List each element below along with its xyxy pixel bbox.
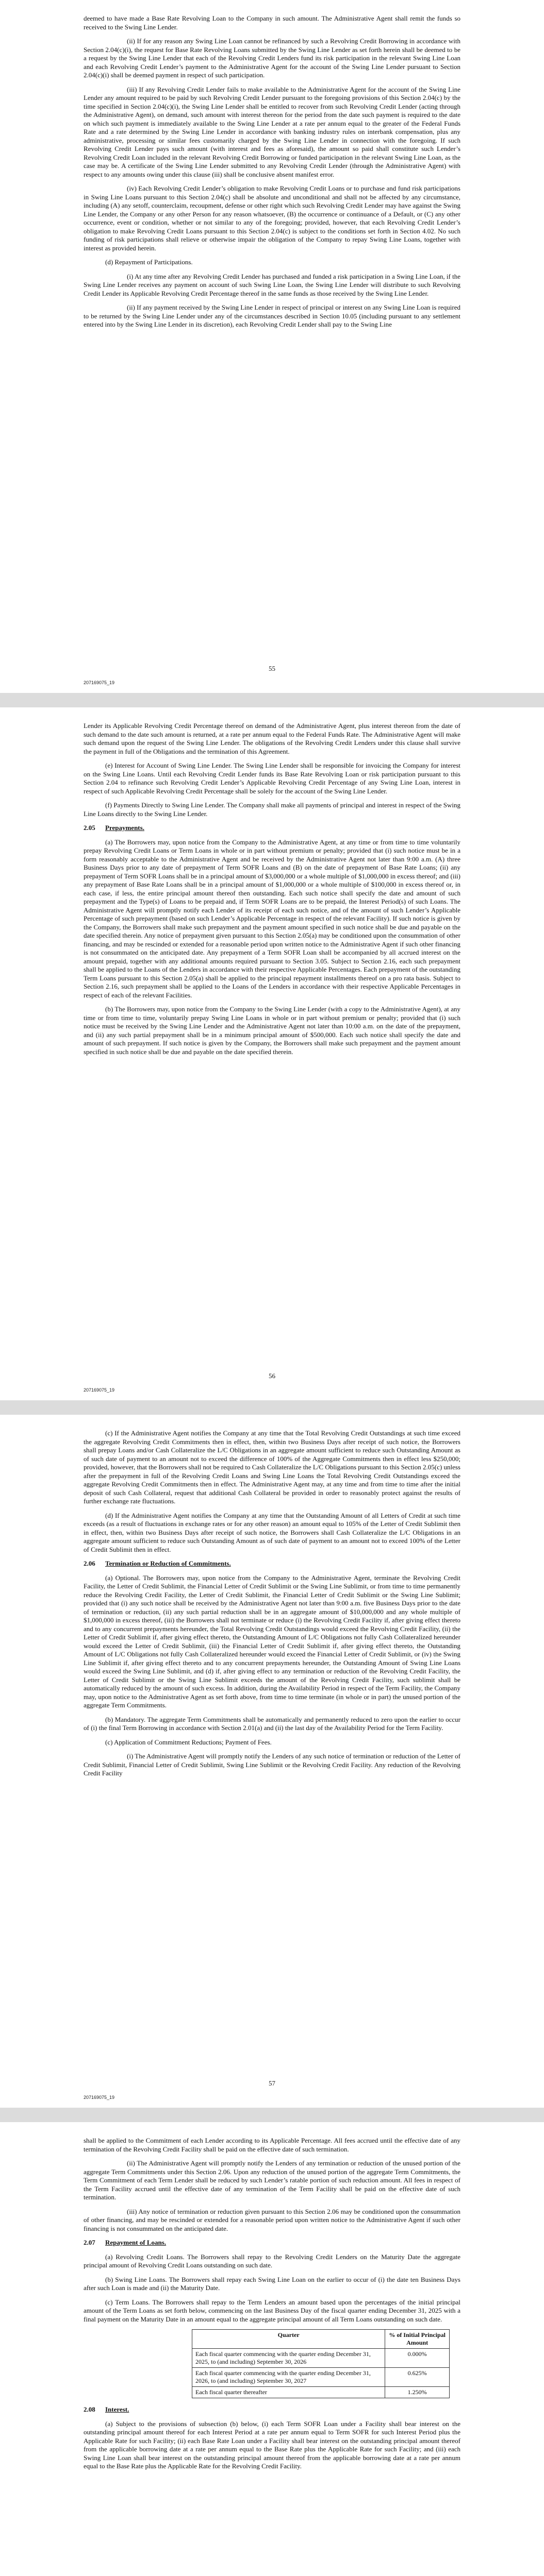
paragraph: (f) Payments Directly to Swing Line Lender. The Company shall make all payments of principal and interest in respect of the Swing Line Loans directly to the Swing Line Lender. (84, 801, 460, 818)
paragraph: (i) The Administrative Agent will promptly notify the Lenders of any such notice of termination or reduction of the Letter of Credit Sublimit, Financial Letter of Credit Sublimit, Swing Line Sublimit or the Revolving Credit Facility. Any reduction of the Revolving Credit Facility (84, 1752, 460, 1777)
paragraph: (iii) If any Revolving Credit Lender fails to make available to the Administrative Agent for the account of the Swing Line Lender any amount required to be paid by such Revolving Credit Lender pursuant to the foregoing provisions of this Section 2.04(c) by the time specified in Section 2.04(c)(i), the Swing Line Lender shall be entitled to recover from such Revolving Credit Lender (acting through the Administrative Agent), on demand, such amount with interest thereon for the period from the date such payment is required to the date on which such payment is immediately available to the Swing Line Lender at a rate per annum equal to the greater of the Federal Funds Rate and a rate determined by the Swing Line Lender in accordance with banking industry rules on interbank compensation, plus any administrative, processing or similar fees customarily charged by the Swing Line Lender in connection with the foregoing. If such Revolving Credit Lender pays such amount (with interest and fees as aforesaid), the amount so paid shall constitute such Lender’s Revolving Credit Loan included in the relevant Revolving Credit Borrowing or funded participation in the relevant Swing Line Loan, as the case may be. A certificate of the Swing Line Lender submitted to any Revolving Credit Lender (through the Administrative Agent) with respect to any amounts owing under this clause (iii) shall be conclusive absent manifest error. (84, 85, 460, 178)
page-56-body (84, 722, 460, 1056)
page-divider (0, 693, 544, 707)
paragraph: (d) If the Administrative Agent notifies the Company at any time that the Outstanding Amount of all Letters of Credit at such time exceeds (as a result of fluctuations in exchange rates or for any other reason) an amount equal to 105% of the Letter of Credit Sublimit then in effect, then, within two Business Days after receipt of such notice, the Borrowers shall Cash Collateralize the L/C Obligations in an aggregate amount sufficient to reduce such Outstanding Amount as of such date of payment to an amount not to exceed 100% of the Letter of Credit Sublimit then in effect. (84, 1511, 460, 1553)
table-row (192, 2387, 450, 2398)
section-number: 2.06 (84, 1560, 95, 1567)
paragraph: (b) Swing Line Loans. The Borrowers shall repay each Swing Line Loan on the earlier to occur of (i) the date ten Business Days after such Loan is made and (ii) the Maturity Date. (84, 2275, 460, 2292)
table-row (192, 2349, 450, 2368)
amortization-table (192, 2329, 450, 2398)
paragraph: (b) The Borrowers may, upon notice from the Company to the Swing Line Lender (with a copy to the Administrative Agent), at any time or from time to time, voluntarily prepay Swing Line Loans in whole or in part without premium or penalty; provided that (i) such notice must be received by the Swing Line Lender and the Administrative Agent not later than 10:00 a.m. on the date of the prepayment, and (ii) any such partial prepayment shall be in a minimum principal amount of $500,000. Each such notice shall specify the date and amount of such prepayment. If such notice is given by the Company, the Borrowers shall make such prepayment and the payment amount specified in such notice shall be due and payable on the date specified therein. (84, 1005, 460, 1056)
paragraph: (ii) The Administrative Agent will promptly notify the Lenders of any termination or reduction of the unused portion of the aggregate Term Commitments under this Section 2.06. Upon any reduction of the unused portion of the aggregate Term Commitments, the Term Commitment of each Term Lender shall be reduced by such Lender’s ratable portion of such reduction amount. All fees in respect of the Term Facility accrued until the effective date of any termination of the Term Facility shall be paid on the effective date of such termination. (84, 2159, 460, 2201)
section-number: 2.08 (84, 2405, 95, 2413)
paragraph: (ii) If for any reason any Swing Line Loan cannot be refinanced by such a Revolving Credit Borrowing in accordance with Section 2.04(c)(i), the request for Base Rate Revolving Loans submitted by the Swing Line Lender as set forth herein shall be deemed to be a request by the Swing Line Lender that each of the Revolving Credit Lenders fund its risk participation in the relevant Swing Line Loan and each Revolving Credit Lender’s payment to the Administrative Agent for the account of the Swing Line Lender pursuant to Section 2.04(c)(i) shall be deemed payment in respect of such participation. (84, 37, 460, 79)
page-57-body (84, 1429, 460, 1778)
paragraph: (c) Term Loans. The Borrowers shall repay to the Term Lenders an amount based upon the percentages of the initial principal amount of the Term Loans as set forth below, commencing on the last Business Day of the fiscal quarter ending December 31, 2025 with a final payment on the Maturity Date in an amount equal to the aggregate principal amount of all Term Loans outstanding on such date. (84, 2298, 460, 2323)
paragraph: (a) The Borrowers may, upon notice from the Company to the Administrative Agent, at any time or from time to time voluntarily prepay Revolving Credit Loans or Term Loans in whole or in part without premium or penalty; provided that (i) such notice must be in a form reasonably acceptable to the Administrative Agent and be received by the Administrative Agent not later than 9:00 a.m. (A) three Business Days prior to any date of prepayment of Term SOFR Loans and (B) on the date of prepayment of Base Rate Loans; (ii) any prepayment of Term SOFR Loans shall be in a principal amount of $3,000,000 or a whole multiple of $1,000,000 in excess thereof; and (iii) any prepayment of Base Rate Loans shall be in a principal amount of $1,000,000 or a whole multiple of $100,000 in excess thereof or, in each case, if less, the entire principal amount thereof then outstanding. Each such notice shall specify the date and amount of such prepayment and the Type(s) of Loans to be prepaid and, if Term SOFR Loans are to be prepaid, the Interest Period(s) of such Loans. The Administrative Agent will promptly notify each Lender of its receipt of each such notice, and of the amount of such Lender’s Applicable Percentage of such prepayment (based on such Lender’s Applicable Percentage in respect of the relevant Facility). If such notice is given by the Company, the Borrowers shall make such prepayment and the payment amount specified in such notice shall be due and payable on the date specified therein. Any notice of prepayment given pursuant to this Section 2.05(a) may be conditioned upon the consummation of other financing, and may be rescinded or extended for a reasonable period upon written notice to the Administrative Agent if such other financing is not consummated on the anticipated date. Any prepayment of a Term SOFR Loan shall be accompanied by all accrued interest on the amount prepaid, together with any additional amounts required pursuant to Section 3.05. Subject to Section 2.16, each such prepayment shall be applied to the Loans of the Lenders in accordance with their respective Applicable Percentages. Each prepayment of the outstanding Term Loans pursuant to this Section 2.05(a) shall be applied to the principal repayment installments thereof on a pro rata basis. Subject to Section 2.16, such prepayment shall be applied to the Loans of the Lenders in accordance with their respective Applicable Percentages in respect of each of the relevant Facilities. (84, 838, 460, 999)
page-number: 55 (269, 665, 275, 672)
section-title: Termination or Reduction of Commitments. (105, 1560, 231, 1567)
percent-cell: 0.000% (385, 2349, 450, 2368)
section-heading (84, 824, 460, 833)
page-56 (0, 707, 544, 1400)
section-heading (84, 2405, 460, 2414)
paragraph: (b) Mandatory. The aggregate Term Commitments shall be automatically and permanently reduced to zero upon the earlier to occur of (i) the final Term Borrowing in accordance with Section 2.01(a) and (ii) the last day of the Availability Period for the Term Facility. (84, 1715, 460, 1732)
section-number: 2.05 (84, 824, 95, 832)
document-id: 207169075_19 (84, 2095, 115, 2100)
page-number: 56 (269, 1372, 275, 1380)
section-number: 2.07 (84, 2239, 95, 2246)
paragraph: (c) Application of Commitment Reductions; Payment of Fees. (105, 1738, 272, 1746)
paragraph: (d) Repayment of Participations. (105, 258, 193, 266)
section-heading (84, 2239, 460, 2247)
paragraph: (iv) Each Revolving Credit Lender’s obligation to make Revolving Credit Loans or to purchase and fund risk participations in Swing Line Loans pursuant to this Section 2.04(c) shall be absolute and unconditional and shall not be affected by any circumstance, including (A) any setoff, counterclaim, recoupment, defense or other right which such Revolving Credit Lender may have against the Swing Line Lender, the Company or any other Person for any reason whatsoever, (B) the occurrence or continuance of a Default, or (C) any other occurrence, event or condition, whether or not similar to any of the foregoing; provided, however, that each Revolving Credit Lender’s obligation to make Revolving Credit Loans pursuant to this Section 2.04(c) is subject to the conditions set forth in Section 4.02. No such funding of risk participations shall relieve or otherwise impair the obligation of the Company to repay Swing Line Loans, together with interest as provided herein. (84, 184, 460, 252)
document-id: 207169075_19 (84, 1387, 115, 1393)
paragraph: (ii) If any payment received by the Swing Line Lender in respect of principal or interest on any Swing Line Loan is required to be returned by the Swing Line Lender under any of the circumstances described in Section 10.05 (including pursuant to any settlement entered into by the Swing Line Lender in its discretion), each Revolving Credit Lender shall pay to the Swing Line (84, 303, 460, 328)
page-58-body-after-table (84, 2405, 460, 2471)
table-row (192, 2368, 450, 2387)
percent-cell: 1.250% (385, 2387, 450, 2398)
paragraph: (i) At any time after any Revolving Credit Lender has purchased and funded a risk participation in a Swing Line Loan, if the Swing Line Lender receives any payment on account of such Swing Line Loan, the Swing Line Lender will distribute to such Revolving Credit Lender its Applicable Revolving Credit Percentage thereof in the same funds as those received by the Swing Line Lender. (84, 272, 460, 297)
section-heading (84, 1560, 460, 1568)
paragraph: Lender its Applicable Revolving Credit Percentage thereof on demand of the Administrative Agent, plus interest thereon from the date of such demand to the date such amount is returned, at a rate per annum equal to the Federal Funds Rate. The Administrative Agent will make such demand upon the request of the Swing Line Lender. The obligations of the Revolving Credit Lenders under this clause shall survive the payment in full of the Obligations and the termination of this Agreement. (84, 722, 460, 755)
section-title: Repayment of Loans. (105, 2239, 167, 2246)
paragraph: (a) Revolving Credit Loans. The Borrowers shall repay to the Revolving Credit Lenders on the Maturity Date the aggregate principal amount of Revolving Credit Loans outstanding on such date. (84, 2252, 460, 2269)
section-title: Prepayments. (105, 824, 144, 832)
page-divider (0, 1400, 544, 1415)
paragraph: shall be applied to the Commitment of each Lender according to its Applicable Percentage. All fees accrued until the effective date of any termination of the Revolving Credit Facility shall be paid on the effective date of such termination. (84, 2137, 460, 2153)
paragraph: (a) Subject to the provisions of subsection (b) below, (i) each Term SOFR Loan under a Facility shall bear interest on the outstanding principal amount thereof for each Interest Period at a rate per annum equal to Term SOFR for such Interest Period plus the Applicable Rate for such Facility; (ii) each Base Rate Loan under a Facility shall bear interest on the outstanding principal amount thereof from the applicable borrowing date at a rate per annum equal to the Base Rate plus the Applicable Rate for such Facility; and (iii) each Swing Line Loan shall bear interest on the outstanding principal amount thereof from the applicable borrowing date at a rate per annum equal to the Base Rate plus the Applicable Rate for the Revolving Credit Facility. (84, 2419, 460, 2470)
paragraph: (a) Optional. The Borrowers may, upon notice from the Company to the Administrative Agent, terminate the Revolving Credit Facility, the Letter of Credit Sublimit, the Financial Letter of Credit Sublimit or the Swing Line Sublimit, or from time to time permanently reduce the Revolving Credit Facility, the Letter of Credit Sublimit, the Financial Letter of Credit Sublimit or the Swing Line Sublimit; provided that (i) any such notice shall be received by the Administrative Agent not later than 9:00 a.m. five Business Days prior to the date of termination or reduction, (ii) any such partial reduction shall be in an aggregate amount of $10,000,000 and any whole multiple of $1,000,000 in excess thereof, (iii) the Borrowers shall not terminate or reduce (i) the Revolving Credit Facility if, after giving effect thereto and to any concurrent prepayments hereunder, the Total Revolving Credit Outstandings would exceed the Revolving Credit Facility, (ii) the Letter of Credit Sublimit if, after giving effect thereto, the Outstanding Amount of L/C Obligations not fully Cash Collateralized hereunder would exceed the Letter of Credit Sublimit, (iii) the Financial Letter of Credit Sublimit if, after giving effect thereto, the Outstanding Amount of L/C Obligations not fully Cash Collateralized hereunder would exceed the Financial Letter of Credit Sublimit, or (iv) the Swing Line Sublimit if, after giving effect thereto and to any concurrent prepayments hereunder, the Outstanding Amount of Swing Line Loans would exceed the Swing Line Sublimit, and (d) if, after giving effect to any termination or reduction of the Revolving Credit Facility, the Letter of Credit Sublimit or the Swing Line Sublimit exceeds the amount of the Revolving Credit Facility, such sublimit shall be automatically reduced by the amount of such excess. In addition, during the Availability Period in respect of the Term Facility, the Company may, upon notice to the Administrative Agent as set forth above, from time to time terminate (in whole or in part) the unused portion of the aggregate Term Commitments. (84, 1573, 460, 1709)
section-title: Interest. (105, 2405, 129, 2413)
document-id: 207169075_19 (84, 680, 115, 685)
page-58 (0, 2122, 544, 2576)
quarter-cell: Each fiscal quarter commencing with the quarter ending December 31, 2025, to (and including) September 30, 2026 (192, 2349, 385, 2368)
page-58-body (84, 2137, 460, 2324)
paragraph: (iii) Any notice of termination or reduction given pursuant to this Section 2.06 may be conditioned upon the consummation of other financing, and may be rescinded or extended for a reasonable period upon written notice to the Administrative Agent if such other financing is not consummated on the anticipated date. (84, 2207, 460, 2232)
column-header-quarter: Quarter (192, 2330, 385, 2349)
page-number: 57 (269, 2079, 275, 2087)
column-header-percent: % of Initial Principal Amount (385, 2330, 450, 2349)
percent-cell: 0.625% (385, 2368, 450, 2387)
page-55 (0, 0, 544, 693)
page-57 (0, 1415, 544, 2108)
page-divider (0, 2108, 544, 2122)
quarter-cell: Each fiscal quarter thereafter (192, 2387, 385, 2398)
paragraph: (c) If the Administrative Agent notifies the Company at any time that the Total Revolving Credit Outstandings at such time exceed the aggregate Revolving Credit Commitments then in effect, then, within two Business Days after receipt of such notice, the Borrowers shall prepay Loans and/or Cash Collateralize the L/C Obligations in an aggregate amount sufficient to reduce such Outstanding Amount as of such date of payment to an amount not to exceed the difference of 100% of the Aggregate Commitments then in effect less $250,000; provided, however, that the Borrowers shall not be required to Cash Collateralize the L/C Obligations pursuant to this Section 2.05(c) unless after the prepayment in full of the Revolving Credit Loans and Swing Line Loans the Total Revolving Credit Outstandings exceed the aggregate Revolving Credit Commitments then in effect. The Administrative Agent may, at any time and from time to time after the initial deposit of such Cash Collateral, request that additional Cash Collateral be provided in order to reasonably protect against the results of further exchange rate fluctuations. (84, 1429, 460, 1505)
paragraph: deemed to have made a Base Rate Revolving Loan to the Company in such amount. The Administrative Agent shall remit the funds so received to the Swing Line Lender. (84, 14, 460, 31)
paragraph: (e) Interest for Account of Swing Line Lender. The Swing Line Lender shall be responsible for invoicing the Company for interest on the Swing Line Loans. Until each Revolving Credit Lender funds its Base Rate Revolving Loan or risk participation pursuant to this Section 2.04 to refinance such Revolving Credit Lender’s Applicable Revolving Credit Percentage of any Swing Line Loan, interest in respect of such Applicable Revolving Credit Percentage shall be solely for the account of the Swing Line Lender. (84, 761, 460, 795)
quarter-cell: Each fiscal quarter commencing with the quarter ending December 31, 2026, to (and including) September 30, 2027 (192, 2368, 385, 2387)
page-55-body (84, 14, 460, 329)
table-header-row (192, 2330, 450, 2349)
